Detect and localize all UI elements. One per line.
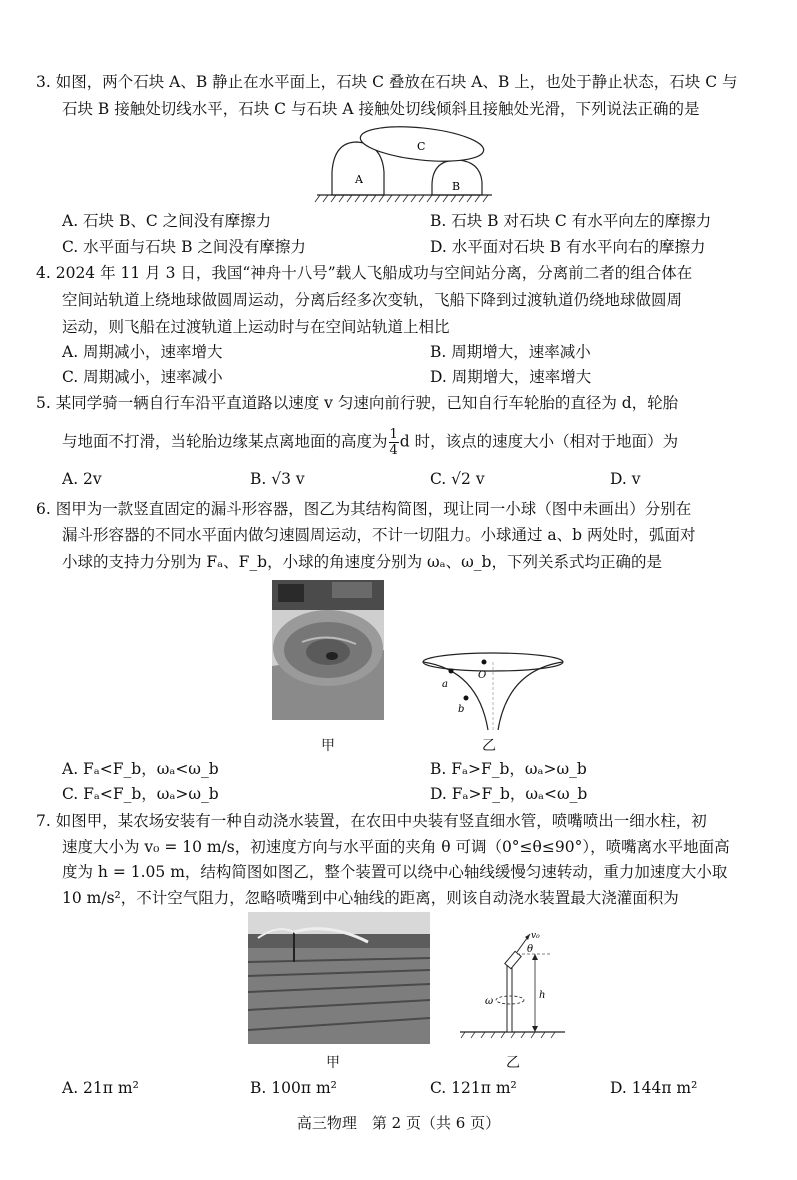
ground-hatch <box>315 195 488 202</box>
q6-option-c[interactable]: C. Fₐ<F_b，ωₐ>ω_b <box>62 785 219 803</box>
q7-stem-line2: 速度大小为 v₀ = 10 m/s，初速度方向与水平面的夹角 θ 可调（0°≤θ≤90°），喷嘴离水平地面高 <box>62 838 730 856</box>
page-footer: 高三物理 第 2 页（共 6 页） <box>296 1114 501 1132</box>
water-pipe <box>507 962 512 1032</box>
q6-stem-line1: 6. 图甲为一款竖直固定的漏斗形容器，图乙为其结构简图，现让同一小球（图中未画出）分别在 <box>36 500 692 518</box>
label-b: b <box>458 704 465 715</box>
q4-option-a[interactable]: A. 周期减小，速率增大 <box>62 343 223 361</box>
fraction-denominator: 4 <box>389 443 398 458</box>
fraction-one-quarter <box>389 427 399 458</box>
q5-line2-part1: 与地面不打滑，当轮胎边缘某点离地面的高度为 <box>62 432 388 451</box>
funnel-right-wall <box>498 662 563 730</box>
label-a: a <box>442 679 448 690</box>
q4-stem-line2: 空间站轨道上绕地球做圆周运动，分离后经多次变轨，飞船下降到过渡轨道仍绕地球做圆周 <box>62 291 683 309</box>
label-omega: ω <box>485 996 494 1007</box>
q5-line2-part2: d 时，该点的速度大小（相对于地面）为 <box>399 432 679 451</box>
q7-caption-yi: 乙 <box>506 1055 520 1071</box>
point-b <box>464 696 469 701</box>
q3-option-a[interactable]: A. 石块 B、C 之间没有摩擦力 <box>62 212 272 230</box>
q6-caption-yi: 乙 <box>482 738 496 754</box>
point-o <box>482 660 487 665</box>
q7-stem-line1: 7. 如图甲，某农场安装有一种自动浇水装置，在农田中央装有竖直细水管，喷嘴喷出一细水柱，初 <box>36 812 707 830</box>
q4-option-d[interactable]: D. 周期增大，速率增大 <box>430 368 592 386</box>
q5-option-c[interactable]: C. √2 v <box>430 470 485 488</box>
label-h: h <box>539 990 546 1001</box>
q3-option-d[interactable]: D. 水平面对石块 B 有水平向右的摩擦力 <box>430 238 706 256</box>
q3-stones-figure <box>312 120 502 206</box>
q6-stem-line3: 小球的支持力分别为 Fₐ、F_b，小球的角速度分别为 ωₐ、ω_b，下列关系式均正确的是 <box>62 553 662 571</box>
q6-option-d[interactable]: D. Fₐ>F_b，ωₐ<ω_b <box>430 785 588 803</box>
label-o: O <box>478 670 487 681</box>
q3-option-c[interactable]: C. 水平面与石块 B 之间没有摩擦力 <box>62 238 306 256</box>
q7-stem-line4: 10 m/s²，不计空气阻力，忽略喷嘴到中心轴线的距离，则该自动浇水装置最大浇灌面积为 <box>62 889 679 907</box>
q7-option-a[interactable]: A. 21π m² <box>62 1079 139 1097</box>
q7-option-b[interactable]: B. 100π m² <box>250 1079 337 1097</box>
q6-option-b[interactable]: B. Fₐ>F_b，ωₐ>ω_b <box>430 760 587 778</box>
q6-stem-line2: 漏斗形容器的不同水平面内做匀速圆周运动，不计一切阻力。小球通过 a、b 两处时，弧面对 <box>62 526 696 544</box>
q6-funnel-diagram <box>418 650 568 732</box>
label-theta: θ <box>527 944 534 955</box>
label-b: B <box>452 180 461 193</box>
q5-stem-line2 <box>62 427 678 458</box>
q4-option-c[interactable]: C. 周期减小，速率减小 <box>62 368 223 386</box>
q5-stem-line1: 5. 某同学骑一辆自行车沿平直道路以速度 v 匀速向前行驶，已知自行车轮胎的直径为 d，轮胎 <box>36 394 679 412</box>
q5-option-b[interactable]: B. √3 v <box>250 470 305 488</box>
q7-stem-line3: 度为 h = 1.05 m，结构简图如图乙，整个装置可以绕中心轴线缓慢匀速转动，重力加速度大小取 <box>62 863 728 881</box>
q7-option-d[interactable]: D. 144π m² <box>610 1079 698 1097</box>
q6-option-a[interactable]: A. Fₐ<F_b，ωₐ<ω_b <box>62 760 219 778</box>
q7-caption-jia: 甲 <box>326 1055 340 1071</box>
q5-option-a[interactable]: A. 2v <box>62 470 102 488</box>
q3-option-b[interactable]: B. 石块 B 对石块 C 有水平向左的摩擦力 <box>430 212 712 230</box>
q5-option-d[interactable]: D. v <box>610 470 641 488</box>
q3-stem-line1: 3. 如图，两个石块 A、B 静止在水平面上，石块 C 叠放在石块 A、B 上，也处于静止状态，石块 C 与 <box>36 73 738 91</box>
q4-option-b[interactable]: B. 周期增大，速率减小 <box>430 343 591 361</box>
label-v0: v₀ <box>531 931 540 941</box>
q4-stem-line1: 4. 2024 年 11 月 3 日，我国“神舟十八号”载人飞船成功与空间站分离，分离前二者的组合体在 <box>36 264 693 282</box>
q7-farm-photo <box>248 912 430 1044</box>
q7-sprinkler-diagram <box>455 924 570 1044</box>
fraction-numerator: 1 <box>389 427 398 442</box>
label-c: C <box>417 140 426 153</box>
q7-option-c[interactable]: C. 121π m² <box>430 1079 517 1097</box>
q6-caption-jia: 甲 <box>321 738 335 754</box>
q6-funnel-photo <box>272 580 384 720</box>
q3-stem-line2: 石块 B 接触处切线水平，石块 C 与石块 A 接触处切线倾斜且接触处光滑，下列说法正确的是 <box>62 100 700 118</box>
label-a: A <box>355 173 363 186</box>
point-a <box>449 669 454 674</box>
q4-stem-line3: 运动，则飞船在过渡轨道上运动时与在空间站轨道上相比 <box>62 318 450 336</box>
